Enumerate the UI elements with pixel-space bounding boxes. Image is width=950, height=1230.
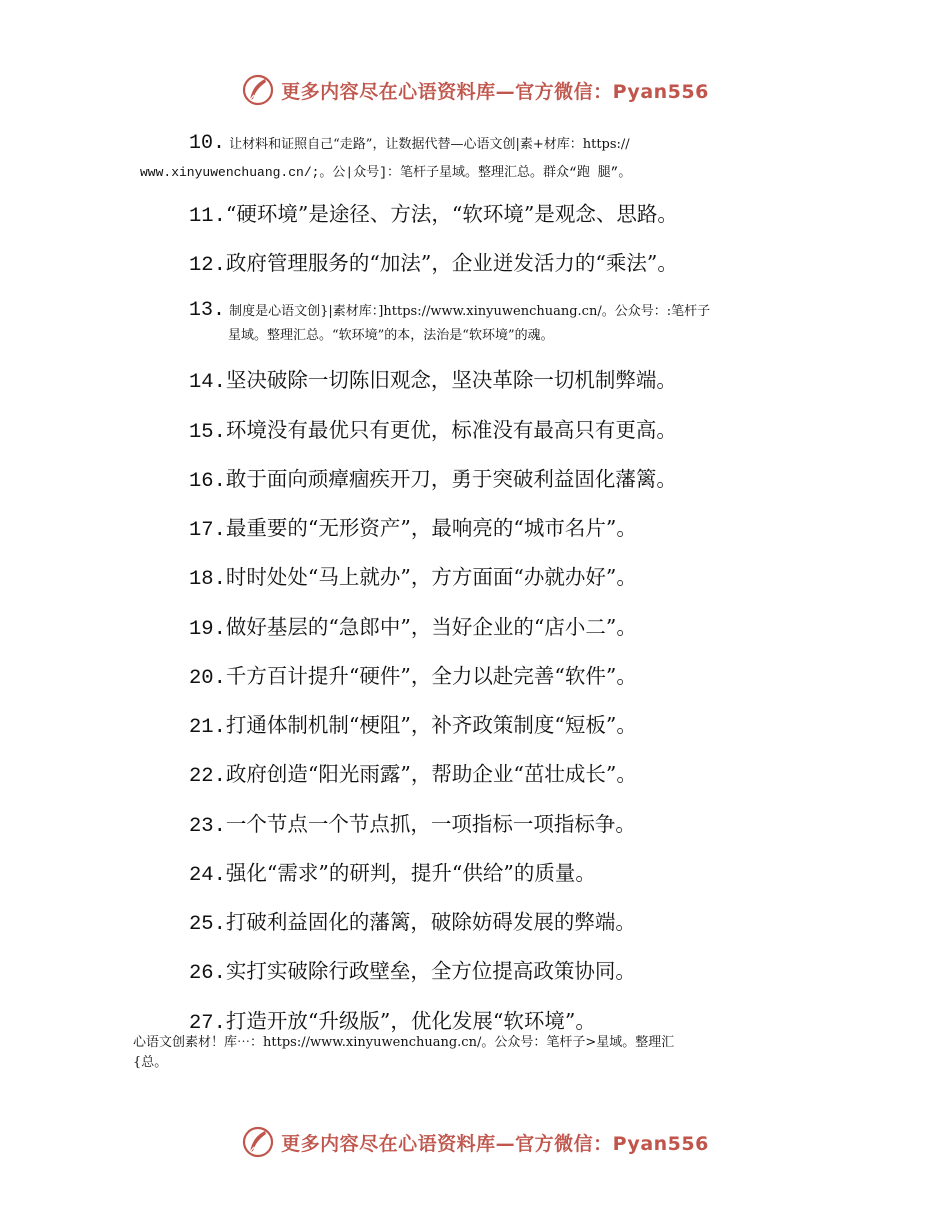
item-number: 13.: [189, 299, 226, 322]
item-number: 19.: [189, 618, 226, 641]
item-number: 10.: [189, 132, 226, 155]
item-number: 24.: [189, 864, 226, 887]
item-text: 时时处处“马上就办”，方方面面“办就办好”。: [225, 565, 637, 589]
list-item-15: [189, 417, 677, 446]
list-item-16: [189, 466, 677, 495]
list-item-26: [189, 958, 636, 987]
banner-text: 更多内容尽在心语资料库—官方微信：Pyan556: [281, 80, 709, 103]
list-item-10-line2: www.xinyuwenchuang.cn/;。公|众号]：笔杆子星域。整理汇总。群众“跑 腿”。: [140, 165, 632, 180]
item-number: 21.: [189, 716, 226, 739]
item-number: 23.: [189, 815, 226, 838]
footer-banner: [0, 1122, 950, 1162]
item-number: 20.: [189, 667, 226, 690]
list-item-21: [189, 712, 637, 741]
item-text: 政府管理服务的“加法”，企业迸发活力的“乘法”。: [225, 251, 678, 275]
item-text: 做好基层的“急郎中”，当好企业的“店小二”。: [225, 615, 637, 639]
list-item-19: [189, 614, 637, 643]
list-item-14: [189, 367, 677, 396]
item-number: 27.: [189, 1012, 226, 1035]
list-item-13-line2: 星域。整理汇总。“软环境”的本，法治是“软环境”的魂。: [228, 328, 554, 343]
quill-pen-icon: [241, 1125, 275, 1159]
item-text-line1: 让材料和证照自己“走路”，让数据代替—心语文创|素+材库：https://: [229, 137, 630, 152]
list-item-22: [189, 761, 637, 790]
item-number: 14.: [189, 371, 226, 394]
list-item-17: [189, 515, 637, 544]
item-number: 11.: [189, 205, 226, 228]
watermark-note-line1: 心语文创素材！库⋯：https://www.xinyuwenchuang.cn/。公众号：笔杆子>星域。整理汇: [133, 1035, 675, 1050]
list-item-18: [189, 564, 637, 593]
list-item-25: [189, 909, 636, 938]
item-number: 26.: [189, 962, 226, 985]
item-text: 坚决破除一切陈旧观念，坚决革除一切机制弊端。: [225, 368, 677, 392]
list-item-13: [189, 300, 710, 323]
item-number: 25.: [189, 913, 226, 936]
item-text: 敢于面向顽瘴痼疾开刀，勇于突破利益固化藩篱。: [225, 467, 677, 491]
item-number: 15.: [189, 421, 226, 444]
item-text: 环境没有最优只有更优，标准没有最高只有更高。: [225, 418, 677, 442]
item-number: 22.: [189, 765, 226, 788]
list-item-10: [189, 133, 630, 156]
item-text: 打通体制机制“梗阻”，补齐政策制度“短板”。: [225, 713, 637, 737]
item-number: 17.: [189, 519, 226, 542]
list-item-11: [189, 201, 678, 230]
watermark-note-line2: {总。: [133, 1055, 168, 1070]
banner-text: 更多内容尽在心语资料库—官方微信：Pyan556: [281, 1132, 709, 1155]
item-text: 强化“需求”的研判，提升“供给”的质量。: [225, 861, 596, 885]
list-item-12: [189, 250, 678, 279]
list-item-24: [189, 860, 596, 889]
item-text: 最重要的“无形资产”，最响亮的“城市名片”。: [225, 516, 637, 540]
item-text: “硬环境”是途径、方法，“软环境”是观念、思路。: [225, 202, 678, 226]
list-item-20: [189, 663, 637, 692]
item-number: 18.: [189, 568, 226, 591]
item-text: 实打实破除行政壁垒，全方位提高政策协同。: [225, 959, 636, 983]
quill-pen-icon: [241, 73, 275, 107]
item-text: 打造开放“升级版”，优化发展“软环境”。: [225, 1009, 596, 1033]
item-number: 16.: [189, 470, 226, 493]
list-item-23: [189, 811, 636, 840]
item-text: 打破利益固化的藩篱，破除妨碍发展的弊端。: [225, 910, 636, 934]
item-text-line1: 制度是心语文创}|素材库：]https://www.xinyuwenchuang.cn/。公众号：:笔杆子: [229, 304, 711, 319]
header-banner: [0, 70, 950, 110]
item-text: 一个节点一个节点抓，一项指标一项指标争。: [225, 812, 636, 836]
item-text: 政府创造“阳光雨露”，帮助企业“茁壮成长”。: [225, 762, 637, 786]
item-number: 12.: [189, 254, 226, 277]
item-text: 千方百计提升“硬件”，全力以赴完善“软件”。: [225, 664, 637, 688]
